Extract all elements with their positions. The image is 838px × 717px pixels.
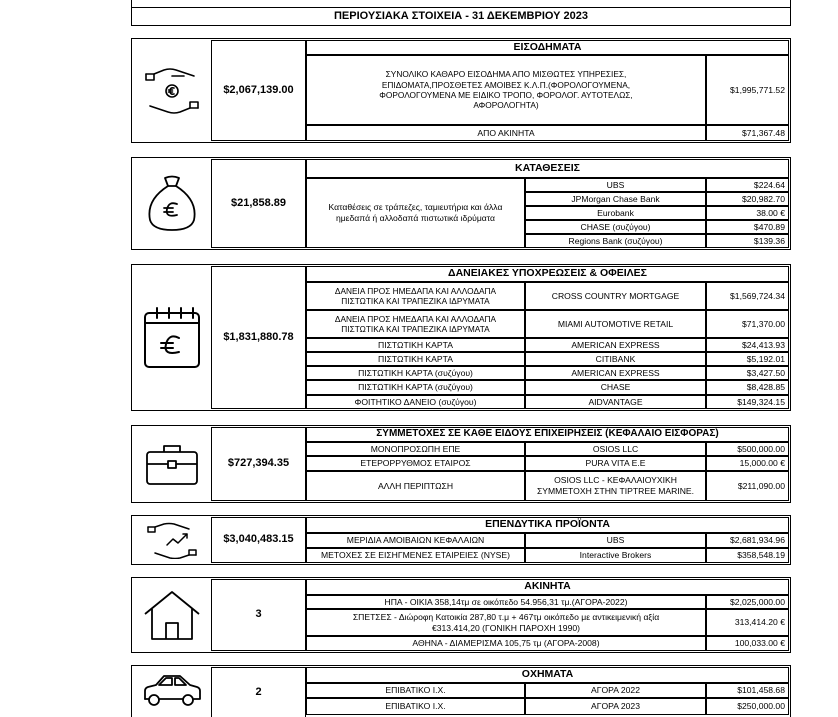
- investment-amount: $2,681,934.96: [706, 533, 789, 548]
- property-desc: ΗΠΑ - ΟΙΚΙΑ 358,14τμ σε οικόπεδο 54.956,31 τμ.(ΑΓΟΡΑ-2022): [306, 595, 706, 609]
- vehicle-purchase: ΑΓΟΡΑ 2022: [525, 683, 706, 698]
- investments-total: $3,040,483.15: [211, 517, 306, 563]
- liability-amount: $149,324.15: [706, 395, 789, 409]
- deposit-amount: $20,982.70: [706, 192, 789, 206]
- investment-amount: $358,548.19: [706, 548, 789, 563]
- holding-company: OSIOS LLC - ΚΕΦΑΛΑΙΟΥΧΙΚΗ ΣΥΜΜΕΤΟΧΗ ΣΤΗΝ TIPTREE MARINE.: [525, 471, 706, 501]
- liability-amount: $71,370.00: [706, 310, 789, 338]
- real-estate-count: 3: [211, 579, 306, 651]
- deposit-bank: CHASE (συζύγου): [525, 220, 706, 234]
- investment-type: ΜΕΡΙΔΙΑ ΑΜΟΙΒΑΙΩΝ ΚΕΦΑΛΑΙΩΝ: [306, 533, 525, 548]
- deposit-bank: Regions Bank (συζύγου): [525, 234, 706, 248]
- liability-creditor: AIDVANTAGE: [525, 395, 706, 409]
- page-title: ΠΕΡΙΟΥΣΙΑΚΑ ΣΤΟΙΧΕΙΑ - 31 ΔΕΚΕΜΒΡΙΟΥ 2023: [131, 7, 791, 26]
- liability-creditor: AMERICAN EXPRESS: [525, 366, 706, 380]
- vehicles-count: 2: [211, 667, 306, 717]
- hand-growth-icon: [133, 517, 211, 563]
- liability-creditor: AMERICAN EXPRESS: [525, 338, 706, 352]
- income-row-desc: ΣΥΝΟΛΙΚΟ ΚΑΘΑΡΟ ΕΙΣΟΔΗΜΑ ΑΠΟ ΜΙΣΘΩΤΕΣ ΥΠΗΡΕΣΙΕΣ, ΕΠΙΔΟΜΑΤΑ,ΠΡΟΣΘΕΤΕΣ ΑΜΟΙΒΕΣ Κ.Λ.Π.(ΦΟΡΟΛΟΓΟΥΜΕΝΑ, ΦΟΡΟΛΟΓΟΥΜΕΝΑ ΜΕ ΕΙΔΙΚΟ ΤΡΟΠΟ, ΦΟΡΟΛΟΓ. ΑΥΤΟΤΕΛΩΣ, ΑΦΟΡΟΛΟΓΗΤΑ): [306, 55, 706, 125]
- holding-company: OSIOS LLC: [525, 442, 706, 456]
- vehicle-value: $101,458.68: [706, 683, 789, 698]
- property-value: 313,414.20 €: [706, 609, 789, 636]
- investments-title: ΕΠΕΝΔΥΤΙΚΑ ΠΡΟΪΟΝΤΑ: [306, 517, 789, 533]
- liability-desc: ΔΑΝΕΙΑ ΠΡΟΣ ΗΜΕΔΑΠΑ ΚΑΙ ΑΛΛΟΔΑΠΑ ΠΙΣΤΩΤΙΚΑ ΚΑΙ ΤΡΑΠΕΖΙΚΑ ΙΔΡΥΜΑΤΑ: [306, 282, 525, 310]
- deposits-total: $21,858.89: [211, 159, 306, 248]
- house-icon: [133, 579, 211, 651]
- deposits-title: ΚΑΤΑΘΕΣΕΙΣ: [306, 159, 789, 178]
- liability-amount: $1,569,724.34: [706, 282, 789, 310]
- calendar-euro-icon: [133, 266, 211, 409]
- property-desc: ΑΘΗΝΑ - ΔΙΑΜΕΡΙΣΜΑ 105,75 τμ (ΑΓΟΡΑ-2008): [306, 636, 706, 651]
- income-row-amount: $71,367.48: [706, 125, 789, 141]
- liability-creditor: CITIBANK: [525, 352, 706, 366]
- liability-amount: $24,413.93: [706, 338, 789, 352]
- money-bag-euro-icon: [133, 159, 211, 248]
- liability-creditor: MIAMI AUTOMOTIVE RETAIL: [525, 310, 706, 338]
- income-row-desc: ΑΠΟ ΑΚΙΝΗΤΑ: [306, 125, 706, 141]
- liability-desc: ΠΙΣΤΩΤΙΚΗ ΚΑΡΤΑ (συζύγου): [306, 366, 525, 380]
- vehicle-value: $250,000.00: [706, 698, 789, 715]
- holdings-total: $727,394.35: [211, 427, 306, 501]
- holding-company: PURA VITA E.E: [525, 456, 706, 471]
- liability-desc: ΦΟΙΤΗΤΙΚΟ ΔΑΝΕΙΟ (συζύγου): [306, 395, 525, 409]
- liability-amount: $3,427.50: [706, 366, 789, 380]
- car-icon: [133, 667, 211, 715]
- holding-type: ΜΟΝΟΠΡΟΣΩΠΗ ΕΠΕ: [306, 442, 525, 456]
- investment-provider: UBS: [525, 533, 706, 548]
- liability-amount: $5,192.01: [706, 352, 789, 366]
- liability-amount: $8,428.85: [706, 380, 789, 395]
- holding-amount: 15,000.00 €: [706, 456, 789, 471]
- deposit-bank: JPMorgan Chase Bank: [525, 192, 706, 206]
- income-total: $2,067,139.00: [211, 40, 306, 141]
- liability-desc: ΠΙΣΤΩΤΙΚΗ ΚΑΡΤΑ: [306, 352, 525, 366]
- real-estate-title: ΑΚΙΝΗΤΑ: [306, 579, 789, 595]
- holding-amount: $211,090.00: [706, 471, 789, 501]
- deposit-amount: $224.64: [706, 178, 789, 192]
- vehicle-type: ΕΠΙΒΑΤΙΚΟ Ι.Χ.: [306, 683, 525, 698]
- hands-money-icon: [133, 40, 211, 141]
- vehicle-type: ΕΠΙΒΑΤΙΚΟ Ι.Χ.: [306, 698, 525, 715]
- deposit-amount: $470.89: [706, 220, 789, 234]
- vehicle-purchase: ΑΓΟΡΑ 2023: [525, 698, 706, 715]
- deposit-bank: Eurobank: [525, 206, 706, 220]
- deposit-bank: UBS: [525, 178, 706, 192]
- vehicles-title: ΟΧΗΜΑΤΑ: [306, 667, 789, 683]
- briefcase-icon: [133, 427, 211, 501]
- liability-desc: ΠΙΣΤΩΤΙΚΗ ΚΑΡΤΑ (συζύγου): [306, 380, 525, 395]
- investment-provider: Interactive Brokers: [525, 548, 706, 563]
- property-value: 100,033.00 €: [706, 636, 789, 651]
- deposit-amount: 38.00 €: [706, 206, 789, 220]
- income-title: ΕΙΣΟΔΗΜΑΤΑ: [306, 40, 789, 55]
- deposits-description: Καταθέσεις σε τράπεζες, ταμιευτήρια και άλλα ημεδαπά ή αλλοδαπά πιστωτικά ιδρύματα: [306, 178, 525, 248]
- holding-type: ΑΛΛΗ ΠΕΡΙΠΤΩΣΗ: [306, 471, 525, 501]
- holding-amount: $500,000.00: [706, 442, 789, 456]
- income-row-amount: $1,995,771.52: [706, 55, 789, 125]
- liabilities-title: ΔΑΝΕΙΑΚΕΣ ΥΠΟΧΡΕΩΣΕΙΣ & ΟΦΕΙΛΕΣ: [306, 266, 789, 282]
- property-value: $2,025,000.00: [706, 595, 789, 609]
- liabilities-total: $1,831,880.78: [211, 266, 306, 409]
- holding-type: ΕΤΕΡΟΡΡΥΘΜΟΣ ΕΤΑΙΡΟΣ: [306, 456, 525, 471]
- property-desc: ΣΠΕΤΣΕΣ - Διώροφη Κατοικία 287,80 τ.μ + 467τμ οικόπεδο με αντικειμενική αξία €313.414,20 (ΓΟΝΙΚΗ ΠΑΡΟΧΗ 1990): [306, 609, 706, 636]
- liability-desc: ΔΑΝΕΙΑ ΠΡΟΣ ΗΜΕΔΑΠΑ ΚΑΙ ΑΛΛΟΔΑΠΑ ΠΙΣΤΩΤΙΚΑ ΚΑΙ ΤΡΑΠΕΖΙΚΑ ΙΔΡΥΜΑΤΑ: [306, 310, 525, 338]
- liability-creditor: CROSS COUNTRY MORTGAGE: [525, 282, 706, 310]
- holdings-title: ΣΥΜΜΕΤΟΧΕΣ ΣΕ ΚΑΘΕ ΕΙΔΟΥΣ ΕΠΙΧΕΙΡΗΣΕΙΣ (ΚΕΦΑΛΑΙΟ ΕΙΣΦΟΡΑΣ): [306, 427, 789, 442]
- liability-desc: ΠΙΣΤΩΤΙΚΗ ΚΑΡΤΑ: [306, 338, 525, 352]
- deposit-amount: $139.36: [706, 234, 789, 248]
- investment-type: ΜΕΤΟΧΕΣ ΣΕ ΕΙΣΗΓΜΕΝΕΣ ΕΤΑΙΡΕΙΕΣ (NYSE): [306, 548, 525, 563]
- liability-creditor: CHASE: [525, 380, 706, 395]
